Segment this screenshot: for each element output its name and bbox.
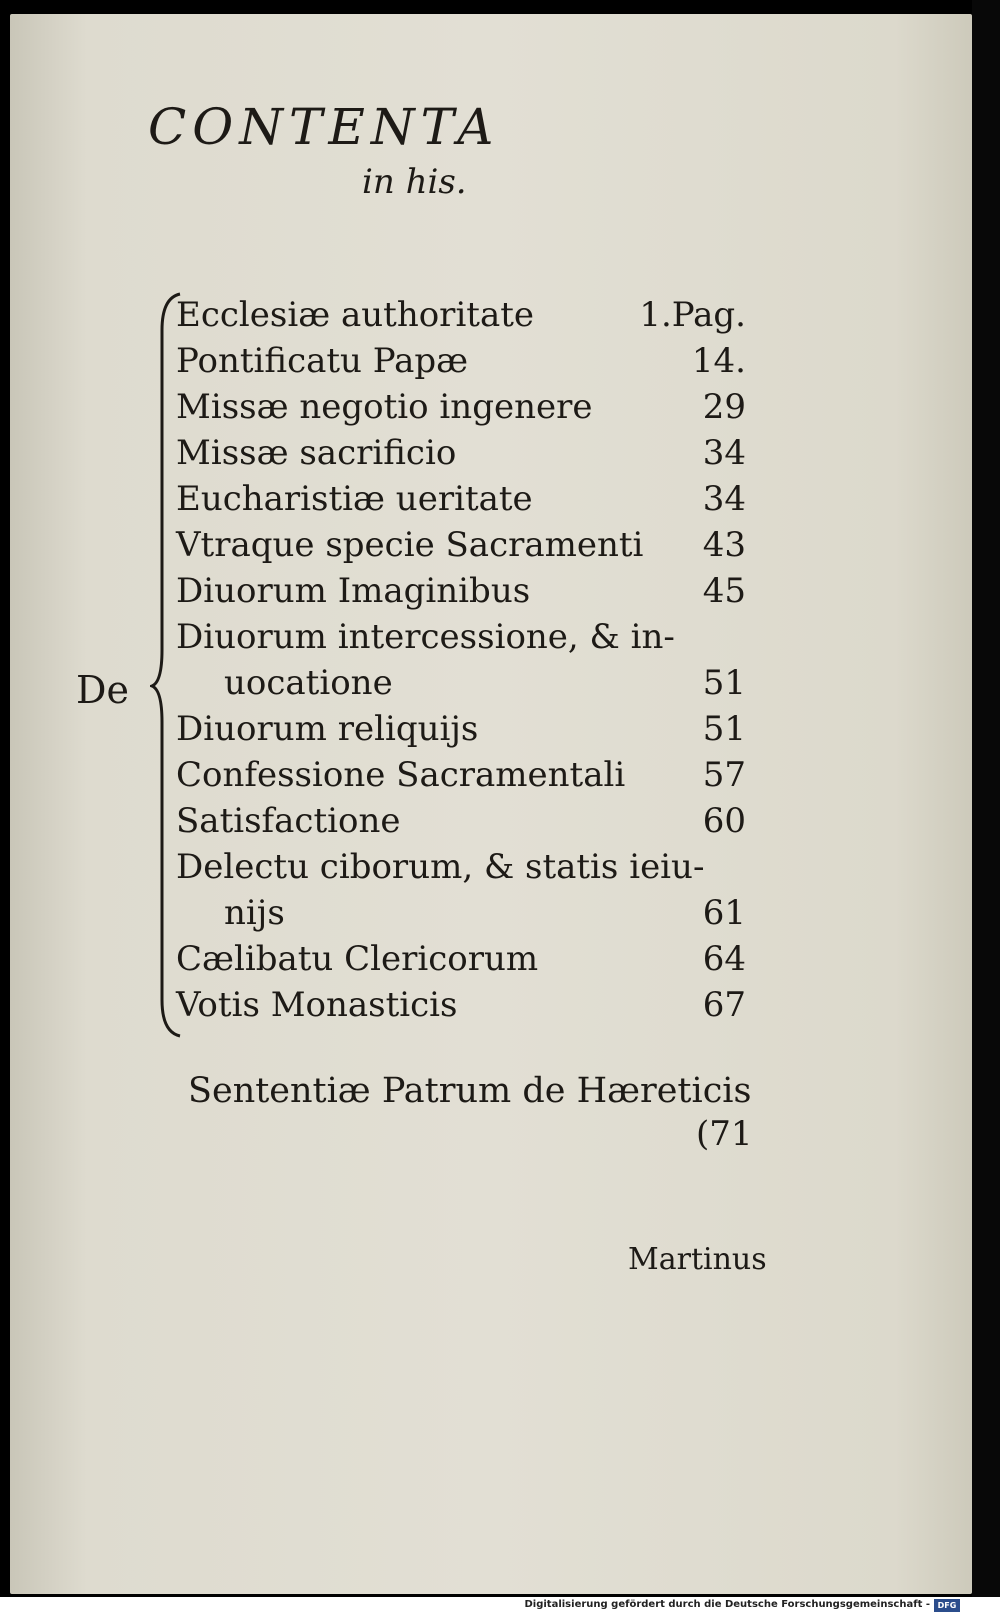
toc-entry-title: Pontificatu Papæ [176, 341, 469, 381]
toc-entry-title: Diuorum reliquijs [176, 709, 479, 749]
page-title: CONTENTA [148, 98, 500, 156]
toc-entry-title: nijs [224, 893, 285, 933]
toc-entry-title: Ecclesiæ authoritate [176, 295, 535, 335]
toc-entry [176, 798, 776, 844]
toc-entry [176, 614, 776, 660]
toc-entry [176, 890, 776, 936]
toc-entry-page: 51 [702, 663, 746, 703]
toc-entry-title: Diuorum intercessione, & in- [176, 617, 675, 657]
toc-entry-page: 14. [691, 341, 746, 381]
toc-entry [176, 936, 776, 982]
scan-edge [972, 0, 1000, 1597]
toc-entry [176, 430, 776, 476]
toc-entry-page: 43 [702, 525, 746, 565]
toc-entry-title: Cælibatu Clericorum [176, 939, 539, 979]
catchword: Martinus [628, 1242, 767, 1277]
toc-entry [176, 522, 776, 568]
bracket-label: De [76, 668, 129, 712]
toc-entry-page: 29 [702, 387, 746, 427]
toc-entry [176, 706, 776, 752]
toc-entry [176, 476, 776, 522]
toc-entry-title: Diuorum Imaginibus [176, 571, 531, 611]
toc-entry-page: 51 [702, 709, 746, 749]
toc-entry-title: Delectu ciborum, & statis ieiu- [176, 847, 705, 887]
toc-entry [176, 338, 776, 384]
toc-entry-page: 57 [702, 755, 746, 795]
toc-entry-page: 67 [702, 985, 746, 1025]
toc-entry-page: 34 [702, 433, 746, 473]
toc-entry-title: Satisfactione [176, 801, 401, 841]
toc-entry [176, 660, 776, 706]
toc-entry [176, 384, 776, 430]
toc-entry-title: Vtraque specie Sacramenti [176, 525, 644, 565]
dfg-logo-icon: DFG [934, 1599, 960, 1612]
toc-entry-title: Eucharistiæ ueritate [176, 479, 533, 519]
toc-entry [176, 568, 776, 614]
footer-credit: Digitalisierung gefördert durch die Deutsche Forschungsgemeinschaft - [524, 1599, 930, 1610]
table-of-contents [176, 292, 776, 1028]
toc-entry-page: 1.Pag. [639, 295, 746, 335]
page-subtitle: in his. [362, 162, 467, 202]
toc-entry [176, 844, 776, 890]
toc-entry-title: Missæ sacrificio [176, 433, 457, 473]
final-entry-page: (71 [696, 1114, 753, 1154]
toc-entry-page: 61 [702, 893, 746, 933]
toc-entry-page: 64 [702, 939, 746, 979]
toc-entry-title: Votis Monasticis [176, 985, 458, 1025]
toc-entry [176, 292, 776, 338]
toc-entry-page: 60 [702, 801, 746, 841]
toc-entry-title: Missæ negotio ingenere [176, 387, 593, 427]
toc-entry-title: Confessione Sacramentali [176, 755, 626, 795]
final-entry-title: Sententiæ Patrum de Hæreticis [188, 1071, 752, 1111]
toc-entry [176, 752, 776, 798]
toc-entry-page: 34 [702, 479, 746, 519]
toc-entry-title: uocatione [224, 663, 393, 703]
toc-entry [176, 982, 776, 1028]
toc-entry-page: 45 [702, 571, 746, 611]
